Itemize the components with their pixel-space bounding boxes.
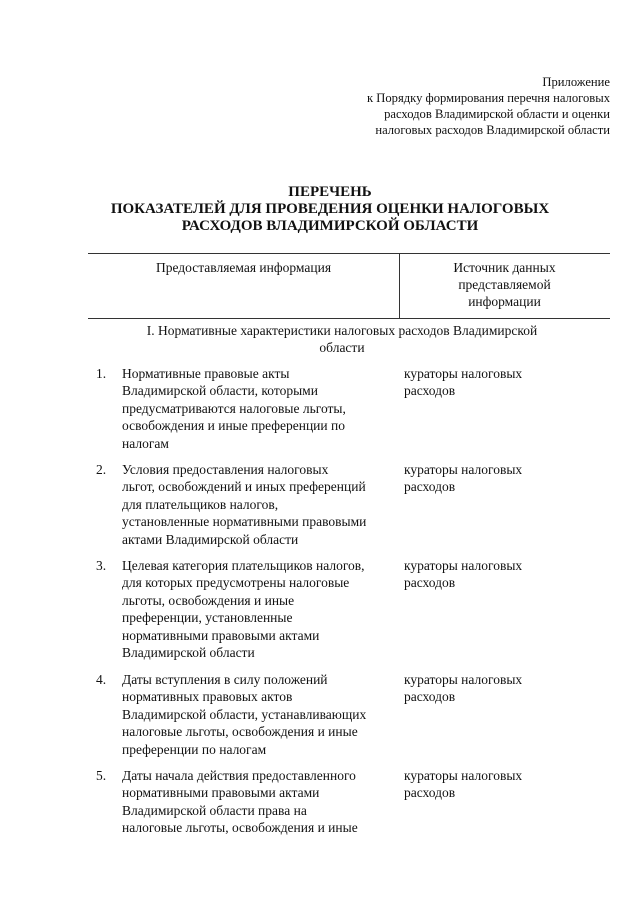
row-line: преференции, установленные xyxy=(122,610,293,626)
source-line: кураторы налоговых xyxy=(404,768,523,783)
annex-note xyxy=(310,74,610,138)
header-source-line: Источник данных xyxy=(453,260,556,275)
row-line: льготы, освобождения и иные xyxy=(122,592,295,608)
row-source xyxy=(404,557,604,591)
row-line: для которых предусмотрены налоговые xyxy=(122,575,350,591)
row-number: 5. xyxy=(96,768,107,783)
annex-line: Приложение xyxy=(542,75,610,89)
row-number: 3. xyxy=(96,558,107,573)
row-line: актами Владимирской области xyxy=(122,531,299,547)
row-description xyxy=(122,671,402,758)
row-description xyxy=(122,767,402,837)
annex-line: налоговых расходов Владимирской области xyxy=(375,123,610,137)
row-line: для плательщиков налогов, xyxy=(122,496,279,512)
row-description xyxy=(122,365,402,452)
title-line: ПОКАЗАТЕЛЕЙ ДЛЯ ПРОВЕДЕНИЯ ОЦЕНКИ НАЛОГОВЫХ xyxy=(110,201,550,217)
row-number: 2. xyxy=(96,462,107,477)
row-line: освобождения и иные преференции по xyxy=(122,418,345,434)
row-number: 4. xyxy=(96,672,107,687)
row-line: преференции по налогам xyxy=(122,741,267,757)
source-line: кураторы налоговых xyxy=(404,672,523,687)
row-description xyxy=(122,557,402,661)
row-line: Даты начала действия предоставленного xyxy=(122,768,356,783)
header-info-column: Предоставляемая информация xyxy=(155,260,332,275)
section-line: I. Нормативные характеристики налоговых расходов Владимирской xyxy=(146,323,538,338)
header-source-column xyxy=(399,259,610,310)
title-line: РАСХОДОВ ВЛАДИМИРСКОЙ ОБЛАСТИ xyxy=(181,218,479,234)
title-line: ПЕРЕЧЕНЬ xyxy=(288,184,372,200)
source-line: кураторы налоговых xyxy=(404,462,523,477)
row-line: Владимирской области, устанавливающих xyxy=(122,706,367,722)
source-line: расходов xyxy=(404,785,456,800)
row-line: налоговые льготы, освобождения и иные xyxy=(122,820,358,836)
header-source-line: информации xyxy=(468,294,541,309)
source-line: расходов xyxy=(404,383,456,398)
row-source xyxy=(404,461,604,495)
row-line: Условия предоставления налоговых xyxy=(122,462,329,477)
row-source xyxy=(404,671,604,705)
source-line: расходов xyxy=(404,575,456,590)
row-source xyxy=(404,365,604,399)
row-line: нормативными правовыми актами xyxy=(122,627,320,643)
row-line: налогам xyxy=(122,435,169,451)
row-line: Владимирской области xyxy=(122,645,255,661)
row-line: установленные нормативными правовыми xyxy=(122,514,367,530)
row-line: Владимирской области права на xyxy=(122,802,307,818)
row-line: предусматриваются налоговые льготы, xyxy=(122,400,346,416)
section-line: области xyxy=(319,340,365,355)
row-line: Даты вступления в силу положений xyxy=(122,672,328,687)
row-line: Целевая категория плательщиков налогов, xyxy=(122,558,365,573)
annex-line: к Порядку формирования перечня налоговых xyxy=(367,91,610,105)
row-source xyxy=(404,767,604,801)
section-heading xyxy=(112,322,572,356)
source-line: расходов xyxy=(404,689,456,704)
row-line: нормативных правовых актов xyxy=(122,689,293,705)
row-line: налоговые льготы, освобождения и иные xyxy=(122,724,358,740)
document-title xyxy=(60,184,600,235)
row-line: нормативными правовыми актами xyxy=(122,785,320,801)
row-description xyxy=(122,461,402,548)
row-line: Владимирской области, которыми xyxy=(122,383,318,399)
source-line: кураторы налоговых xyxy=(404,366,523,381)
table-top-border xyxy=(88,253,610,254)
source-line: расходов xyxy=(404,479,456,494)
row-line: льгот, освобождений и иных преференций xyxy=(122,479,366,495)
row-number: 1. xyxy=(96,366,107,381)
header-source-line: представляемой xyxy=(458,277,551,292)
annex-line: расходов Владимирской области и оценки xyxy=(384,107,610,121)
header-bottom-border xyxy=(88,318,610,319)
source-line: кураторы налоговых xyxy=(404,558,523,573)
row-line: Нормативные правовые акты xyxy=(122,366,290,381)
